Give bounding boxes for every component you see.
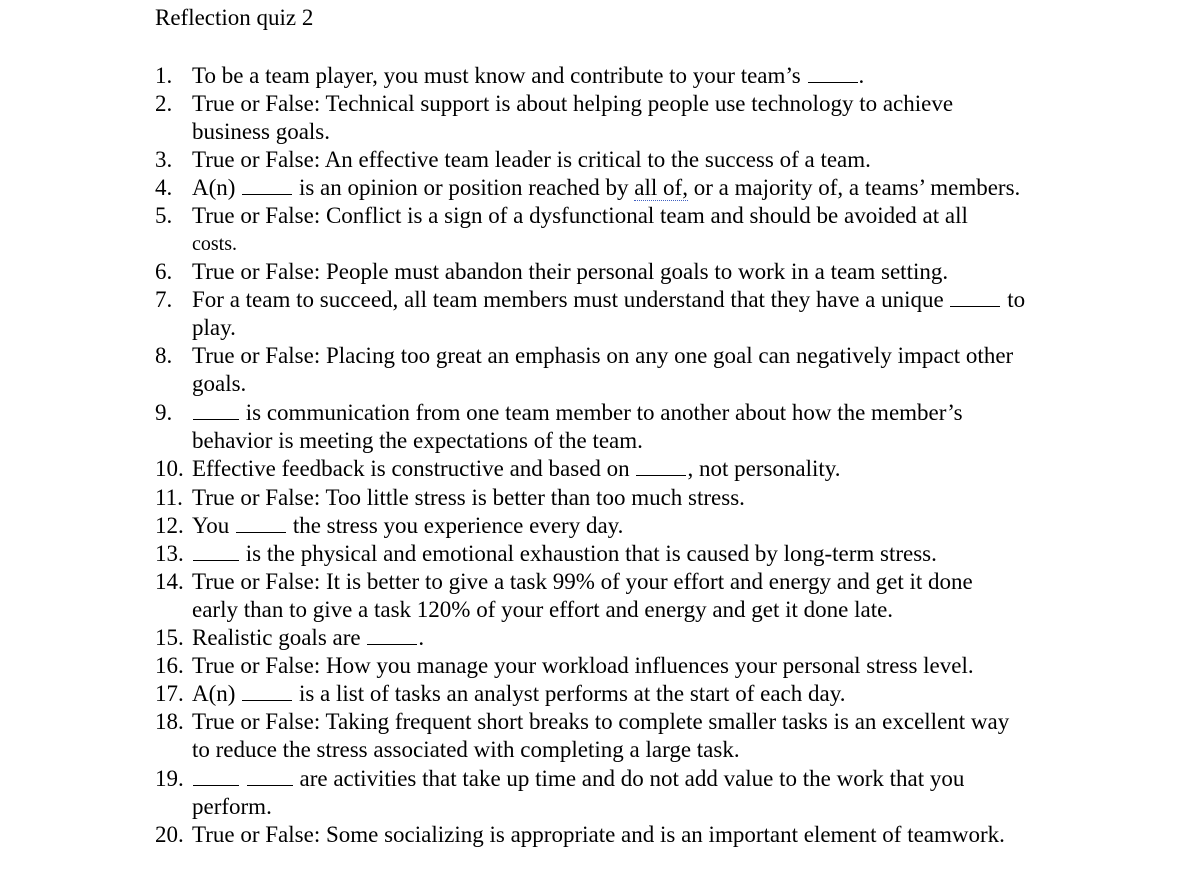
question-number: 14. (155, 569, 184, 594)
question-text-part: A(n) (192, 175, 236, 200)
question-text-part: . (858, 63, 865, 88)
question-number: 6. (155, 259, 173, 284)
question-text-part: to (1007, 287, 1026, 312)
question-text (192, 765, 964, 793)
question-text: early than to give a task 120% of your effort and energy and get it done late. (192, 597, 894, 622)
answer-blank (950, 286, 1000, 307)
question-text-part: You (192, 513, 230, 538)
question-number: 8. (155, 343, 173, 368)
question-text-part: Effective feedback is constructive and based on (192, 456, 630, 481)
answer-blank (242, 680, 292, 701)
question-text (192, 540, 937, 568)
question-number: 20. (155, 822, 184, 847)
question-text-part: the stress you experience every day. (292, 513, 624, 538)
question-number: 9. (155, 400, 173, 425)
answer-blank (367, 624, 417, 645)
question-text-part: is the physical and emotional exhaustion that is caused by long-term stress. (245, 541, 937, 566)
question-number: 12. (155, 513, 184, 538)
question-text: True or False: People must abandon their personal goals to work in a team setting. (192, 259, 949, 284)
question-text-part: or a majority of, a teams’ members. (693, 175, 1021, 200)
question-text (192, 286, 1025, 314)
answer-blank (193, 399, 239, 420)
question-text-part: Realistic goals are (192, 625, 361, 650)
question-number: 2. (155, 91, 173, 116)
question-text (192, 62, 864, 90)
question-number: 5. (155, 203, 173, 228)
question-text: True or False: Too little stress is better than too much stress. (192, 485, 745, 510)
question-number: 11. (155, 485, 183, 510)
question-text (192, 174, 1020, 202)
answer-blank (636, 455, 686, 476)
question-text: behavior is meeting the expectations of the team. (192, 428, 643, 453)
question-text (192, 624, 424, 652)
question-number: 3. (155, 147, 173, 172)
question-text-part: , not personality. (687, 456, 841, 481)
answer-blank (247, 765, 293, 786)
question-text: perform. (192, 794, 272, 819)
question-text-part: is communication from one team member to another about how the member’s (245, 400, 963, 425)
answer-blank (236, 512, 286, 533)
question-number: 19. (155, 766, 184, 791)
answer-blank (193, 765, 239, 786)
question-number: 18. (155, 709, 184, 734)
question-text: True or False: An effective team leader is critical to the success of a team. (192, 147, 871, 172)
question-text-part: is an opinion or position reached by (298, 175, 629, 200)
question-number: 16. (155, 653, 184, 678)
question-text: play. (192, 315, 236, 340)
question-text (192, 680, 845, 708)
question-text (192, 512, 623, 540)
question-text: True or False: How you manage your workload influences your personal stress level. (192, 653, 974, 678)
question-text: goals. (192, 371, 247, 396)
answer-blank (193, 540, 239, 561)
question-text: True or False: Placing too great an emphasis on any one goal can negatively impact other (192, 343, 1014, 368)
question-text-part: A(n) (192, 681, 236, 706)
question-number: 13. (155, 541, 184, 566)
question-text: True or False: Technical support is about helping people use technology to achieve (192, 91, 954, 116)
question-number: 17. (155, 681, 184, 706)
answer-blank (808, 62, 858, 83)
question-text: True or False: Taking frequent short breaks to complete smaller tasks is an excellent way (192, 709, 1010, 734)
grammar-flag-text: all of, (634, 175, 688, 200)
question-text-part: To be a team player, you must know and contribute to your team’s (192, 63, 801, 88)
question-text: True or False: It is better to give a task 99% of your effort and energy and get it done (192, 569, 973, 594)
question-text: True or False: Conflict is a sign of a dysfunctional team and should be avoided at all (192, 203, 968, 228)
question-text-part: . (418, 625, 425, 650)
question-text: costs. (192, 233, 237, 255)
question-text-part: For a team to succeed, all team members must understand that they have a unique (192, 287, 944, 312)
answer-blank (242, 174, 292, 195)
question-number: 4. (155, 175, 173, 200)
question-text-part: are activities that take up time and do not add value to the work that you (299, 766, 965, 791)
question-text: to reduce the stress associated with completing a large task. (192, 737, 740, 762)
question-text (192, 399, 963, 427)
question-text-part: is a list of tasks an analyst performs at the start of each day. (298, 681, 846, 706)
page-title: Reflection quiz 2 (155, 5, 314, 30)
question-text: True or False: Some socializing is appropriate and is an important element of teamwork. (192, 822, 1005, 847)
question-number: 7. (155, 287, 173, 312)
question-number: 1. (155, 63, 173, 88)
question-number: 10. (155, 456, 184, 481)
question-text: business goals. (192, 119, 330, 144)
question-text (192, 455, 841, 483)
question-number: 15. (155, 625, 184, 650)
